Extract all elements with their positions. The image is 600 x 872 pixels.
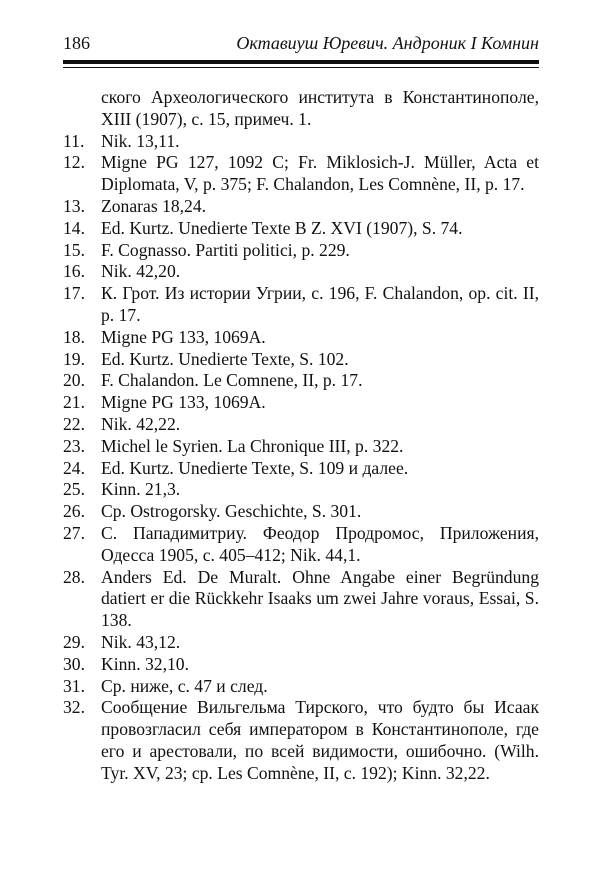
endnote-item — [63, 152, 539, 196]
endnotes-list — [63, 87, 539, 785]
endnote-number: 29. — [63, 631, 85, 652]
running-title: Октавиуш Юревич. Андроник I Комнин — [236, 33, 539, 53]
endnote-item — [63, 327, 539, 349]
endnote-item — [63, 218, 539, 240]
page-number: 186 — [63, 33, 90, 53]
endnote-item — [63, 131, 539, 153]
endnote-number: 13. — [63, 195, 85, 216]
endnote-number: 24. — [63, 457, 85, 478]
endnote-text: Nik. 43,12. — [101, 631, 181, 652]
endnote-number: 17. — [63, 283, 85, 304]
endnote-text: Ed. Kurtz. Unedierte Texte B Z. XVI (1907), S. 74. — [101, 217, 463, 238]
endnote-text: Kinn. 32,10. — [101, 653, 189, 674]
endnote-item — [63, 458, 539, 480]
endnote-item — [63, 283, 539, 327]
endnote-item — [63, 697, 539, 784]
endnote-item — [63, 632, 539, 654]
endnote-text: Nik. 42,20. — [101, 261, 181, 282]
page-header — [63, 30, 539, 56]
endnote-number: 30. — [63, 653, 85, 674]
endnote-item — [63, 654, 539, 676]
endnote-number: 27. — [63, 522, 85, 543]
endnote-text: Michel le Syrien. La Chronique III, p. 322. — [101, 435, 404, 456]
note-continuation: ского Археологического института в Константинополе, XIII (1907), с. 15, примеч. 1. — [101, 87, 539, 129]
endnote-number: 21. — [63, 392, 85, 413]
endnote-number: 11. — [63, 130, 85, 151]
endnote-number: 15. — [63, 239, 85, 260]
endnote-text: Migne PG 133, 1069A. — [101, 392, 266, 413]
endnote-text: Anders Ed. De Muralt. Ohne Angabe einer Begründung datiert er die Rückkehr Isaaks um zwei Jahre voraus, Essai, S. 138. — [101, 566, 539, 631]
endnote-item — [63, 479, 539, 501]
endnote-item — [63, 261, 539, 283]
notes-container — [63, 131, 539, 785]
endnote-item — [63, 501, 539, 523]
endnote-text: Ed. Kurtz. Unedierte Texte, S. 102. — [101, 348, 349, 369]
endnote-text: Сообщение Вильгельма Тирского, что будто бы Исаак провозгласил себя императором в Константинополе, где его и арестовали, по всей видимости, ошибочно. (Wilh. Tyr. XV, 23; ср. Les Comnène, II, с. 192); Kinn. 32,22. — [101, 697, 539, 783]
endnote-item — [63, 676, 539, 698]
endnote-text: F. Chalandon. Le Comnene, II, p. 17. — [101, 370, 363, 391]
endnote-text: Ср. ниже, с. 47 и след. — [101, 675, 268, 696]
endnote-text: Zonaras 18,24. — [101, 195, 207, 216]
endnote-number: 32. — [63, 697, 85, 718]
endnote-number: 22. — [63, 413, 85, 434]
header-rule-thick — [63, 60, 539, 64]
endnote-number: 19. — [63, 348, 85, 369]
endnote-text: Nik. 42,22. — [101, 413, 181, 434]
endnote-number: 25. — [63, 479, 85, 500]
endnote-text: С. Пападимитриу. Феодор Продромос, Приложения, Одесса 1905, с. 405–412; Nik. 44,1. — [101, 522, 539, 565]
endnote-item — [63, 523, 539, 567]
endnote-item — [63, 392, 539, 414]
endnote-item — [63, 370, 539, 392]
endnote-number: 28. — [63, 566, 85, 587]
endnote-text: Nik. 13,11. — [101, 130, 180, 151]
endnote-text: К. Грот. Из истории Угрии, с. 196, F. Chalandon, op. cit. II, p. 17. — [101, 283, 539, 325]
endnote-text: Migne PG 127, 1092 C; Fr. Miklosich-J. Müller, Acta et Diplomata, V, p. 375; F. Chalandon, Les Comnène, II, p. 17. — [101, 152, 539, 195]
endnote-text: Migne PG 133, 1069A. — [101, 326, 266, 347]
endnote-item — [63, 240, 539, 262]
endnote-item — [63, 349, 539, 371]
endnote-number: 14. — [63, 217, 85, 238]
endnote-number: 26. — [63, 501, 85, 522]
header-rule-thin — [63, 67, 539, 68]
endnote-number: 23. — [63, 435, 85, 456]
endnote-text: Kinn. 21,3. — [101, 479, 181, 500]
endnote-item — [63, 414, 539, 436]
endnote-number: 18. — [63, 326, 85, 347]
endnote-text: Ed. Kurtz. Unedierte Texte, S. 109 и далее. — [101, 457, 409, 478]
endnote-text: Ср. Ostrogorsky. Geschichte, S. 301. — [101, 501, 362, 522]
endnote-number: 31. — [63, 675, 85, 696]
endnote-number: 20. — [63, 370, 85, 391]
endnote-item — [63, 196, 539, 218]
endnote-item — [63, 436, 539, 458]
endnote-item — [63, 567, 539, 632]
endnote-text: F. Cognasso. Partiti politici, p. 229. — [101, 239, 350, 260]
endnote-number: 12. — [63, 152, 85, 173]
endnote-number: 16. — [63, 261, 85, 282]
